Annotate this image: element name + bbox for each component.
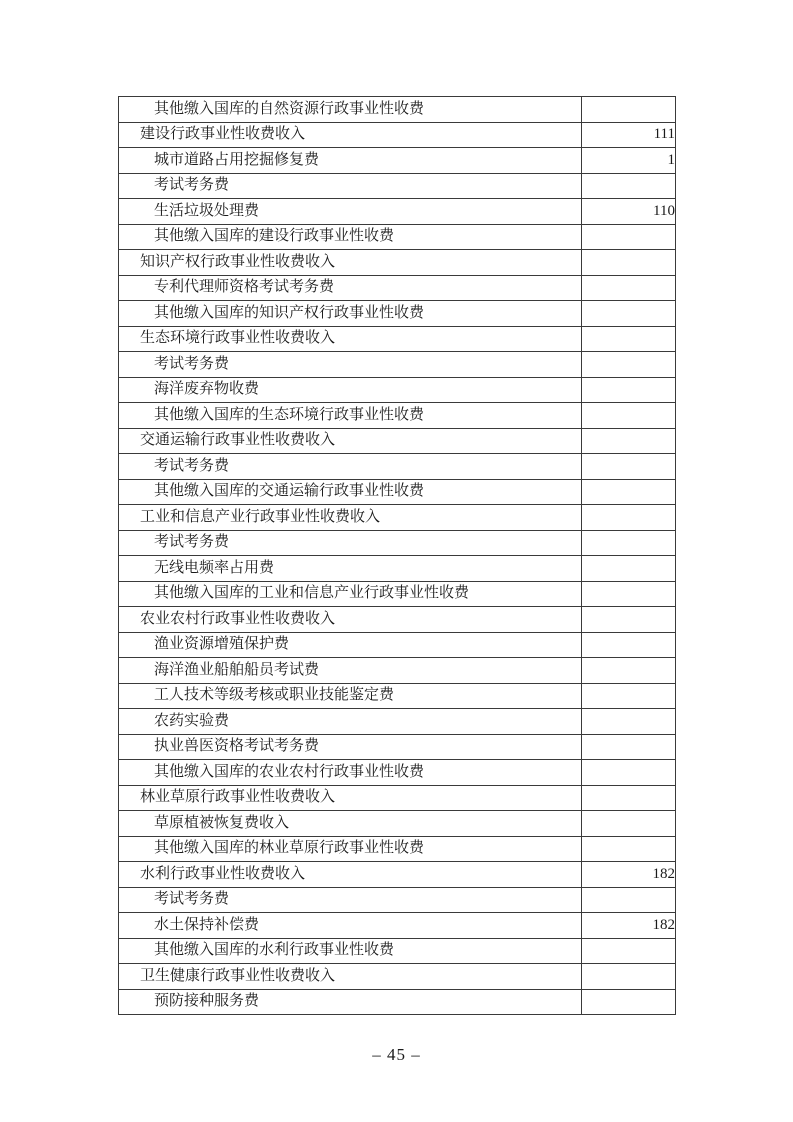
table-row [119,964,676,990]
table-row [119,632,676,658]
fee-item-value [582,97,676,123]
fee-item-label: 专利代理师资格考试考务费 [119,275,582,301]
fee-item-label: 其他缴入国库的交通运输行政事业性收费 [119,479,582,505]
table-row [119,250,676,276]
fee-item-value: 182 [582,913,676,939]
table-row [119,709,676,735]
fee-item-value [582,505,676,531]
fee-item-value [582,479,676,505]
fee-item-value: 111 [582,122,676,148]
fee-item-label: 城市道路占用挖掘修复费 [119,148,582,174]
table-row [119,454,676,480]
fee-item-label: 水利行政事业性收费收入 [119,862,582,888]
table-row [119,97,676,123]
fee-item-value [582,530,676,556]
fee-item-value [582,989,676,1015]
table-row [119,862,676,888]
table-row [119,505,676,531]
fee-item-label: 生态环境行政事业性收费收入 [119,326,582,352]
fee-item-label: 其他缴入国库的林业草原行政事业性收费 [119,836,582,862]
fee-table-body [119,97,676,1015]
table-row [119,275,676,301]
fee-item-label: 考试考务费 [119,454,582,480]
fee-item-value: 110 [582,199,676,225]
fee-item-label: 其他缴入国库的农业农村行政事业性收费 [119,760,582,786]
fee-item-value [582,250,676,276]
table-row [119,199,676,225]
fee-item-label: 知识产权行政事业性收费收入 [119,250,582,276]
table-row [119,326,676,352]
fee-item-value [582,556,676,582]
fee-item-value [582,683,676,709]
fee-item-value [582,658,676,684]
table-row [119,683,676,709]
table-row [119,352,676,378]
fee-item-label: 交通运输行政事业性收费收入 [119,428,582,454]
fee-item-label: 考试考务费 [119,887,582,913]
fee-item-value: 1 [582,148,676,174]
fee-item-value: 182 [582,862,676,888]
fee-item-label: 卫生健康行政事业性收费收入 [119,964,582,990]
fee-item-value [582,428,676,454]
fee-item-value [582,352,676,378]
fee-item-value [582,938,676,964]
fee-item-label: 考试考务费 [119,173,582,199]
fee-item-label: 农药实验费 [119,709,582,735]
fee-item-label: 渔业资源增殖保护费 [119,632,582,658]
table-row [119,428,676,454]
table-row [119,479,676,505]
fee-item-value [582,632,676,658]
fee-item-label: 其他缴入国库的水利行政事业性收费 [119,938,582,964]
table-row [119,301,676,327]
table-row [119,658,676,684]
fee-item-label: 农业农村行政事业性收费收入 [119,607,582,633]
table-row [119,581,676,607]
fee-item-label: 无线电频率占用费 [119,556,582,582]
table-row [119,148,676,174]
fee-item-value [582,760,676,786]
fee-item-value [582,275,676,301]
fee-item-label: 执业兽医资格考试考务费 [119,734,582,760]
fee-item-value [582,326,676,352]
fee-item-value [582,836,676,862]
fee-item-value [582,377,676,403]
fee-item-value [582,785,676,811]
table-row [119,913,676,939]
table-row [119,122,676,148]
fee-item-value [582,811,676,837]
fee-item-label: 预防接种服务费 [119,989,582,1015]
fee-item-value [582,454,676,480]
fee-item-label: 海洋渔业船舶船员考试费 [119,658,582,684]
fee-item-value [582,709,676,735]
table-row [119,403,676,429]
table-row [119,785,676,811]
fee-item-label: 生活垃圾处理费 [119,199,582,225]
table-row [119,556,676,582]
fee-item-label: 其他缴入国库的工业和信息产业行政事业性收费 [119,581,582,607]
fee-item-value [582,964,676,990]
fee-item-label: 水土保持补偿费 [119,913,582,939]
fee-table [118,96,676,1015]
fee-item-label: 考试考务费 [119,352,582,378]
fee-item-label: 草原植被恢复费收入 [119,811,582,837]
table-row [119,607,676,633]
fee-item-value [582,887,676,913]
fee-item-label: 其他缴入国库的建设行政事业性收费 [119,224,582,250]
fee-item-value [582,607,676,633]
fee-item-label: 建设行政事业性收费收入 [119,122,582,148]
table-row [119,377,676,403]
table-row [119,734,676,760]
table-row [119,530,676,556]
fee-item-value [582,173,676,199]
table-row [119,836,676,862]
fee-item-label: 林业草原行政事业性收费收入 [119,785,582,811]
fee-item-label: 其他缴入国库的自然资源行政事业性收费 [119,97,582,123]
fee-item-label: 考试考务费 [119,530,582,556]
fee-item-value [582,581,676,607]
table-row [119,173,676,199]
page-number: – 45 – [372,1045,421,1064]
fee-item-value [582,301,676,327]
fee-item-value [582,403,676,429]
fee-item-label: 工业和信息产业行政事业性收费收入 [119,505,582,531]
fee-item-label: 其他缴入国库的知识产权行政事业性收费 [119,301,582,327]
table-row [119,760,676,786]
table-row [119,938,676,964]
table-row [119,224,676,250]
table-row [119,887,676,913]
fee-item-label: 工人技术等级考核或职业技能鉴定费 [119,683,582,709]
fee-item-value [582,224,676,250]
fee-item-value [582,734,676,760]
fee-item-label: 其他缴入国库的生态环境行政事业性收费 [119,403,582,429]
fee-item-label: 海洋废弃物收费 [119,377,582,403]
table-row [119,811,676,837]
table-row [119,989,676,1015]
